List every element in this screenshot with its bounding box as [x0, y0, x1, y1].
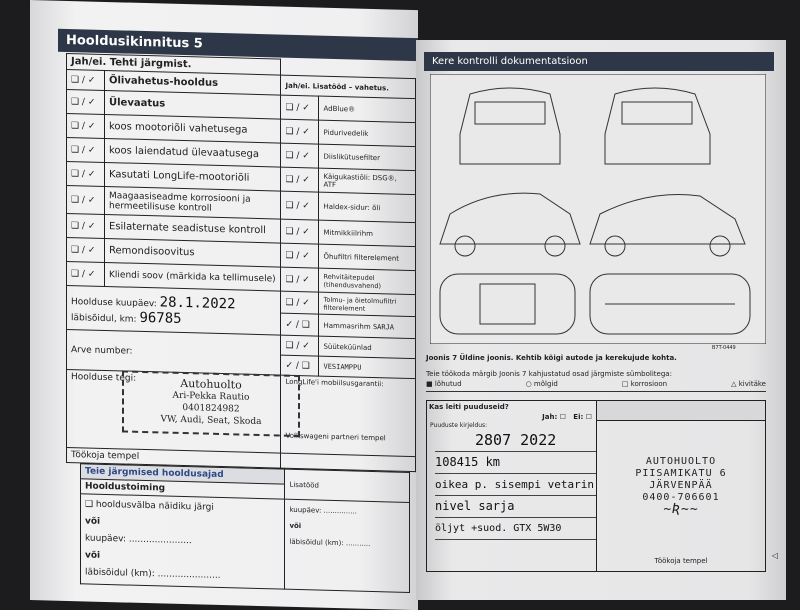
stamp-line: AUTOHUOLTO	[645, 456, 717, 467]
date-label: Hoolduse kuupäev:	[71, 296, 157, 309]
checkbox[interactable]: ✓ / ❑	[281, 313, 319, 336]
item-label: Remondisoovitus	[105, 238, 281, 267]
figure-caption: Joonis 7 Üldine joonis. Kehtib kõigi autode ja kerekujude kohta.	[426, 354, 677, 362]
checkbox[interactable]: ❑ / ✓	[67, 261, 105, 286]
workshop-stamp-label: Töökoja tempel	[67, 447, 281, 468]
page-title: Hooldusikinnitus 5	[58, 29, 418, 61]
checkbox[interactable]: ❑ / ✓	[281, 143, 319, 168]
item-label: Hammasrihm	[323, 321, 371, 331]
item-label: Tolmu- ja õietolmufiltri filterelement	[319, 292, 416, 317]
checkbox[interactable]: ❑ / ✓	[281, 291, 319, 314]
handwritten-note: SARJA	[372, 322, 395, 332]
item-label: Õlivahetus-hooldus	[105, 70, 281, 95]
checkbox[interactable]: ❑ / ✓	[281, 167, 319, 192]
next-service-table	[80, 463, 410, 593]
or-label: või	[85, 516, 101, 527]
extra-km-field[interactable]: läbisõidul (km): ...........	[289, 537, 371, 548]
item-label: Rehvitäitepudel (tihendusvahend)	[319, 268, 416, 295]
date-value: 28.1.2022	[159, 293, 236, 312]
checkbox[interactable]: ❑ / ✓	[281, 95, 319, 120]
stamp-line: 0400-706601	[642, 492, 720, 503]
defects-column	[427, 401, 597, 571]
checkbox[interactable]: ❑ / ✓	[281, 267, 319, 292]
checkbox[interactable]: ✓ / ❑	[281, 355, 319, 376]
checkbox[interactable]: ❑ / ✓	[67, 69, 105, 90]
item-label: Ülevaatus	[105, 90, 281, 119]
item-label: Maagaasiseadme korrosiooni ja hermeetilisuse kontroll	[105, 186, 281, 219]
stamp-line: 0401824982	[182, 402, 240, 415]
done-by-label: Hoolduse tegi:	[67, 369, 281, 453]
next-km-field[interactable]: läbisõidul (km): ......................	[85, 567, 221, 581]
item-label: koos laiendatud ülevaatusega	[105, 138, 281, 167]
handwritten-line: oikea p. sisempi vetarin	[435, 474, 596, 496]
symbol-legend	[426, 380, 766, 392]
next-service-title: Teie järgmised hooldusajad	[81, 464, 285, 484]
next-date-field[interactable]: kuupäev: ......................	[85, 533, 192, 547]
description-label: Puuduste kirjeldus:	[430, 422, 488, 429]
section-header: Jah/ei. Tehti järgmist.	[67, 53, 281, 75]
item-label: Esilaternate seadistuse kontroll	[105, 214, 281, 243]
stamp-line: VW, Audi, Seat, Skoda	[160, 414, 262, 428]
handwritten-line: 2807 2022	[435, 430, 596, 452]
item-label: Diislikütusefilter	[319, 144, 416, 171]
handwritten-note: VESIAMPPU	[319, 356, 416, 379]
item-label: Kliendi soov (märkida ka tellimusele)	[105, 262, 281, 291]
workshop-stamp	[597, 456, 765, 516]
interval-checkbox[interactable]: ❑ hooldusvälba näidiku järgi	[85, 499, 214, 513]
next-action-label: Hooldustoiming	[81, 479, 285, 499]
checkbox[interactable]: ❑ / ✓	[67, 237, 105, 262]
checkbox[interactable]: ❑ / ✓	[281, 191, 319, 220]
checkbox[interactable]: ❑ / ✓	[67, 161, 105, 186]
checkbox[interactable]: ❑ / ✓	[281, 335, 319, 356]
right-page	[416, 40, 786, 600]
no-label: Ei:	[573, 413, 584, 421]
invoice-label: Arve number:	[67, 329, 281, 375]
checkbox[interactable]: ❑ / ✓	[67, 113, 105, 138]
checkbox[interactable]: ❑ / ✓	[67, 89, 105, 114]
stamp-line: JÄRVENPÄÄ	[649, 480, 713, 491]
car-diagram	[430, 74, 766, 344]
stamp-column	[597, 401, 765, 571]
checkbox[interactable]: ❑ / ✓	[281, 219, 319, 244]
next-extra-label: Lisatööd	[285, 469, 410, 502]
handwritten-line: öljyt +suod. GTX 5W30	[435, 518, 596, 540]
legend-item: △ kivitäke	[731, 380, 766, 388]
or-label: või	[289, 521, 302, 531]
item-label: Haldex-sidur: õli	[319, 192, 416, 223]
or-label: või	[85, 550, 101, 561]
stamp-line: Autohuolto	[180, 376, 242, 392]
item-label: Kasutati LongLife-mootoriõli	[105, 162, 281, 191]
item-label: Käigukastiõli: DSG®, ATF	[319, 168, 416, 195]
legend-item: ○ mõlgid	[525, 380, 558, 388]
item-label: AdBlue®	[319, 96, 416, 123]
workshop-stamp-label: Töökoja tempel	[654, 557, 708, 565]
page-title: Kere kontrolli dokumentatsioon	[424, 52, 774, 71]
workshop-stamp	[122, 370, 300, 437]
partner-stamp-label: Volkswageni partneri tempel	[285, 431, 386, 443]
yes-checkbox[interactable]: ☐	[559, 413, 566, 421]
signature: ~Ʀ~~	[663, 502, 699, 517]
checkbox[interactable]: ❑ / ✓	[67, 137, 105, 162]
item-label: Õhufiltri filterelement	[319, 244, 416, 271]
item-label: Süüteküünlad	[319, 336, 416, 359]
handwritten-line: 108415 km	[435, 452, 596, 474]
yes-label: Jah:	[542, 413, 558, 421]
item-label: Pidurivedelik	[319, 120, 416, 147]
checkbox[interactable]: ❑ / ✓	[67, 213, 105, 238]
checkbox[interactable]: ❑ / ✓	[281, 119, 319, 144]
page-corner-triangle-icon: ◁	[771, 551, 778, 560]
legend-item: ■ lõhutud	[426, 380, 462, 388]
item-label: Mitmikkiilrihm	[319, 220, 416, 247]
item-label: koos mootoriõli vahetusega	[105, 114, 281, 143]
longlife-label: LongLife'i mobiilsusgarantii:	[285, 377, 384, 389]
extra-date-field[interactable]: kuupäev: ...............	[289, 505, 357, 516]
left-page	[30, 0, 418, 610]
stamp-line: Ari-Pekka Rautio	[172, 390, 250, 403]
defects-box	[426, 400, 766, 572]
stamp-line: PIISAMIKATU 6	[635, 468, 727, 479]
handwritten-line: nivel sarja	[435, 496, 596, 518]
km-value: 96785	[139, 309, 182, 327]
km-label: läbisõidul, km:	[71, 312, 137, 325]
extra-header: Jah/ei. Lisatööd – vahetus.	[281, 75, 416, 99]
checkbox[interactable]: ❑ / ✓	[281, 243, 319, 268]
figure-code: B7T-0449	[712, 345, 736, 351]
legend-item: □ korrosioon	[621, 380, 668, 388]
defects-question: Kas leiti puuduseid?	[429, 403, 509, 411]
checkbox[interactable]: ❑ / ✓	[67, 185, 105, 214]
no-checkbox[interactable]: ☐	[585, 413, 592, 421]
instruction-text: Teie töökoda märgib Joonis 7 kahjustatud osad järgmiste sümbolitega:	[426, 370, 672, 378]
